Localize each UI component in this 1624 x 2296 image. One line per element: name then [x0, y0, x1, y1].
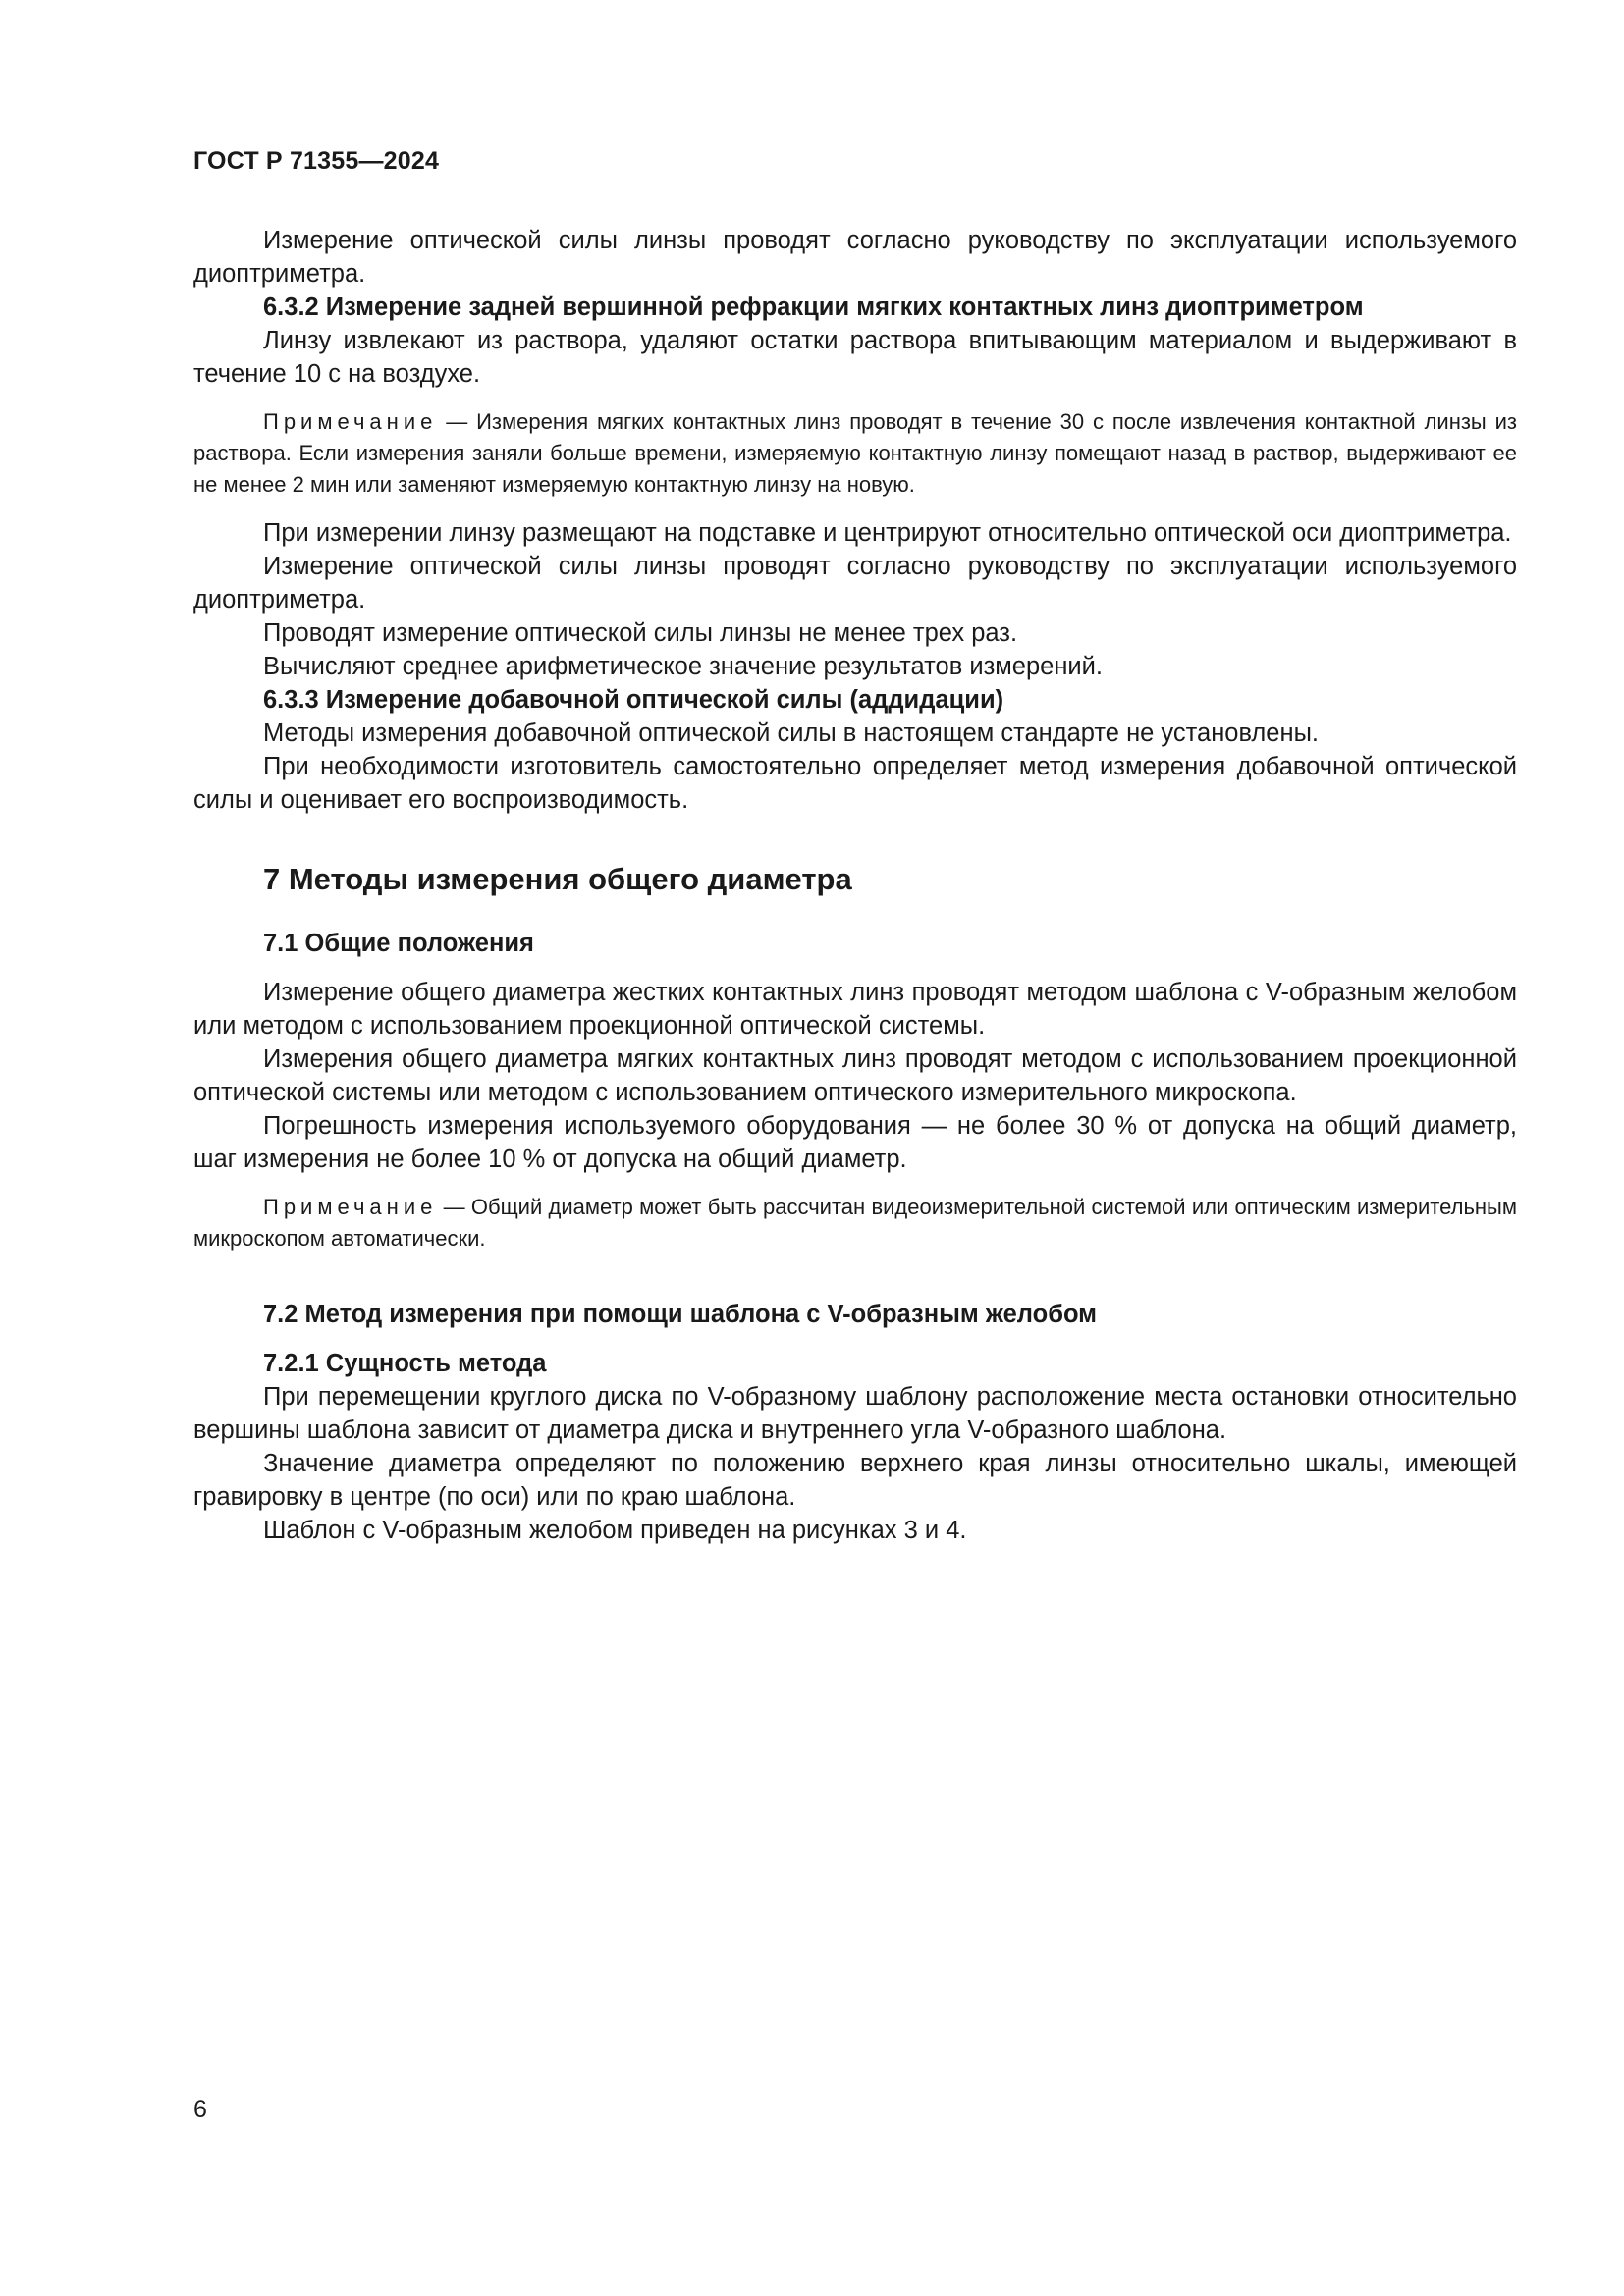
subsection-heading-6-3-3: 6.3.3 Измерение добавочной оптической силы (аддидации) — [263, 686, 1004, 714]
subsection-heading-6-3-2: 6.3.2 Измерение задней вершинной рефракции мягких контактных линз диоптриметром — [263, 294, 1364, 321]
subsection-heading-7-2-1: 7.2.1 Сущность метода — [263, 1350, 547, 1377]
note-text: — Общий диаметр может быть рассчитан видеоизмерительной системой или оптическим измерительным микроскопом автоматически. — [193, 1195, 1517, 1251]
document-body — [193, 224, 1517, 1547]
paragraph: Методы измерения добавочной оптической силы в настоящем стандарте не установлены. — [263, 720, 1319, 747]
paragraph: При необходимости изготовитель самостоятельно определяет метод измерения добавочной оптической силы и оценивает его воспроизводимость. — [193, 753, 1517, 814]
note-label: Примечание — [263, 1195, 438, 1219]
section-heading-7: 7 Методы измерения общего диаметра — [263, 862, 852, 896]
paragraph: Проводят измерение оптической силы линзы не менее трех раз. — [263, 619, 1018, 647]
note — [193, 1192, 1517, 1255]
paragraph: Измерение общего диаметра жестких контактных линз проводят методом шаблона с V-образным желобом или методом с использованием проекционной оптической системы. — [193, 979, 1517, 1040]
paragraph: Линзу извлекают из раствора, удаляют остатки раствора впитывающим материалом и выдерживают в течение 10 с на воздухе. — [193, 327, 1517, 388]
paragraph: Погрешность измерения используемого оборудования — не более 30 % от допуска на общий диаметр, шаг измерения не более 10 % от допуска на общий диаметр. — [193, 1112, 1517, 1173]
page-number: 6 — [193, 2096, 207, 2123]
paragraph: Измерение оптической силы линзы проводят согласно руководству по эксплуатации используемого диоптриметра. — [193, 227, 1517, 288]
paragraph: При перемещении круглого диска по V-образному шаблону расположение места остановки относительно вершины шаблона зависит от диаметра диска и внутреннего угла V-образного шаблона. — [193, 1383, 1517, 1444]
paragraph: Значение диаметра определяют по положению верхнего края линзы относительно шкалы, имеющей гравировку в центре (по оси) или по краю шаблона. — [193, 1450, 1517, 1511]
subsection-heading-7-1: 7.1 Общие положения — [263, 930, 534, 957]
note — [193, 406, 1517, 501]
paragraph: При измерении линзу размещают на подставке и центрируют относительно оптической оси диоптриметра. — [263, 519, 1512, 547]
note-label: Примечание — [263, 409, 438, 434]
subsection-heading-7-2: 7.2 Метод измерения при помощи шаблона с V-образным желобом — [263, 1301, 1098, 1328]
paragraph: Измерение оптической силы линзы проводят согласно руководству по эксплуатации используемого диоптриметра. — [193, 553, 1517, 614]
note-text: — Измерения мягких контактных линз проводят в течение 30 с после извлечения контактной линзы из раствора. Если измерения заняли больше времени, измеряемую контактную линзу помещают назад в раствор, выдерживают ее не менее 2 мин или заменяют измеряемую контактную линзу на новую. — [193, 409, 1517, 497]
paragraph: Вычисляют среднее арифметическое значение результатов измерений. — [263, 653, 1103, 680]
document-header: ГОСТ Р 71355—2024 — [193, 147, 440, 175]
paragraph: Шаблон с V-образным желобом приведен на рисунках 3 и 4. — [263, 1517, 967, 1544]
paragraph: Измерения общего диаметра мягких контактных линз проводят методом с использованием проекционной оптической системы или методом с использованием оптического измерительного микроскопа. — [193, 1045, 1517, 1106]
